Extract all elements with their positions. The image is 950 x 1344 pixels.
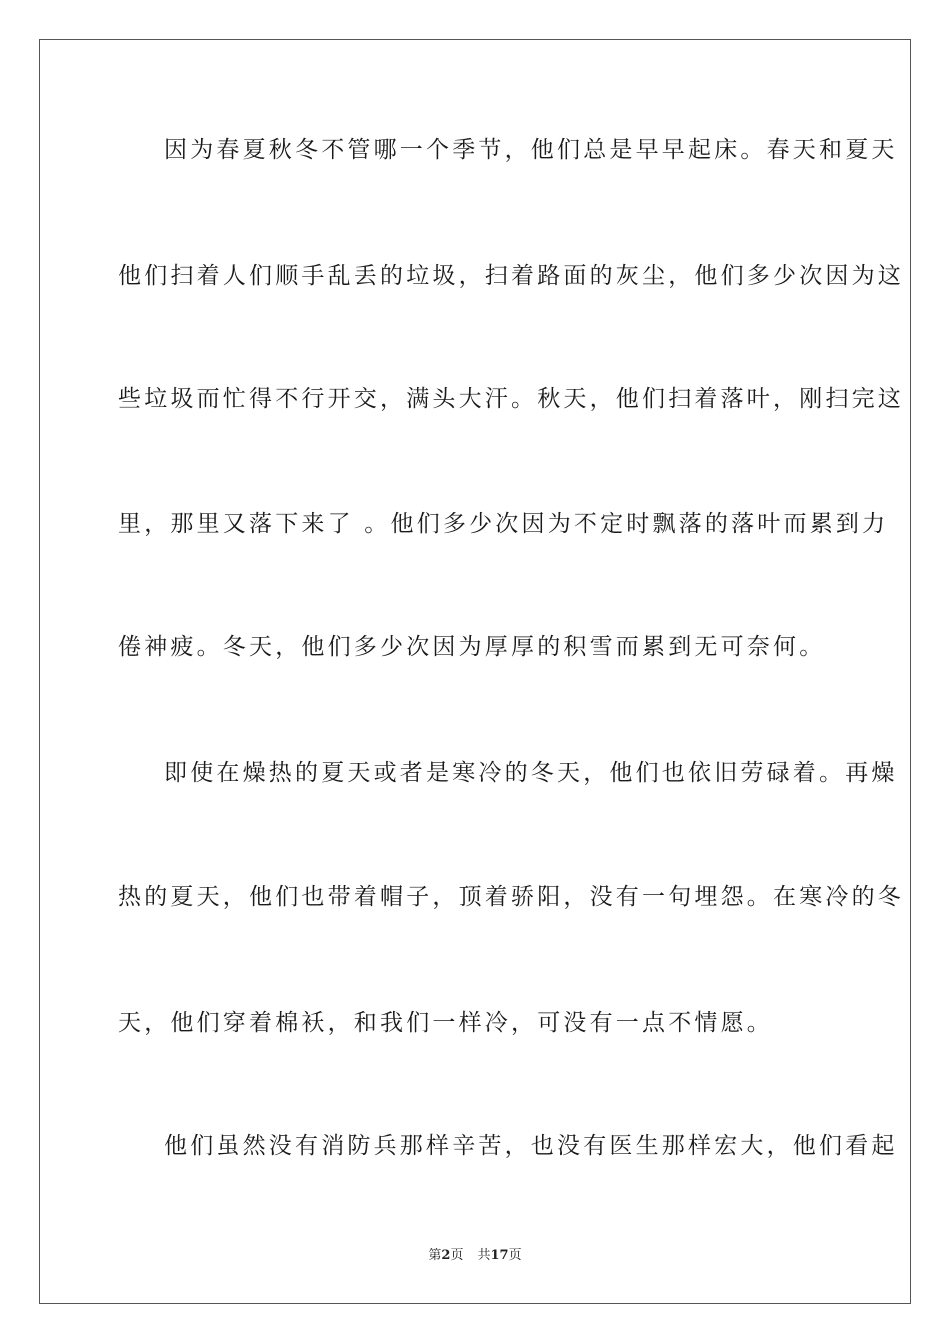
paragraph-3-line-1: 他们虽然没有消防兵那样辛苦，也没有医生那样宏大，他们看起: [164, 1133, 898, 1159]
paragraph-1-line-4: 里，那里又落下来了 。他们多少次因为不定时飘落的落叶而累到力: [118, 511, 889, 537]
paragraph-2-line-1: 即使在燥热的夏天或者是寒冷的冬天，他们也依旧劳碌着。再燥: [164, 760, 898, 786]
footer-page-total: 17: [490, 1248, 509, 1263]
page-border: [39, 39, 911, 1304]
footer-page-prefix: 第: [428, 1248, 442, 1263]
paragraph-1-line-5: 倦神疲。冬天，他们多少次因为厚厚的积雪而累到无可奈何。: [118, 634, 826, 660]
footer-page-current: 2: [441, 1248, 451, 1263]
paragraph-2-line-3: 天，他们穿着棉袄，和我们一样冷，可没有一点不情愿。: [118, 1010, 773, 1036]
footer-total-prefix: 共: [477, 1248, 491, 1263]
page-footer: [0, 1247, 950, 1265]
footer-page-suffix: 页: [450, 1248, 464, 1263]
footer-total-suffix: 页: [508, 1248, 522, 1263]
paragraph-1-line-3: 些垃圾而忙得不行开交，满头大汗。秋天，他们扫着落叶，刚扫完这: [118, 386, 904, 412]
paragraph-1-line-1: 因为春夏秋冬不管哪一个季节，他们总是早早起床。春天和夏天: [164, 137, 898, 163]
paragraph-1-line-2: 他们扫着人们顺手乱丢的垃圾，扫着路面的灰尘，他们多少次因为这: [118, 263, 904, 289]
paragraph-2-line-2: 热的夏天，他们也带着帽子，顶着骄阳，没有一句埋怨。在寒冷的冬: [118, 884, 904, 910]
